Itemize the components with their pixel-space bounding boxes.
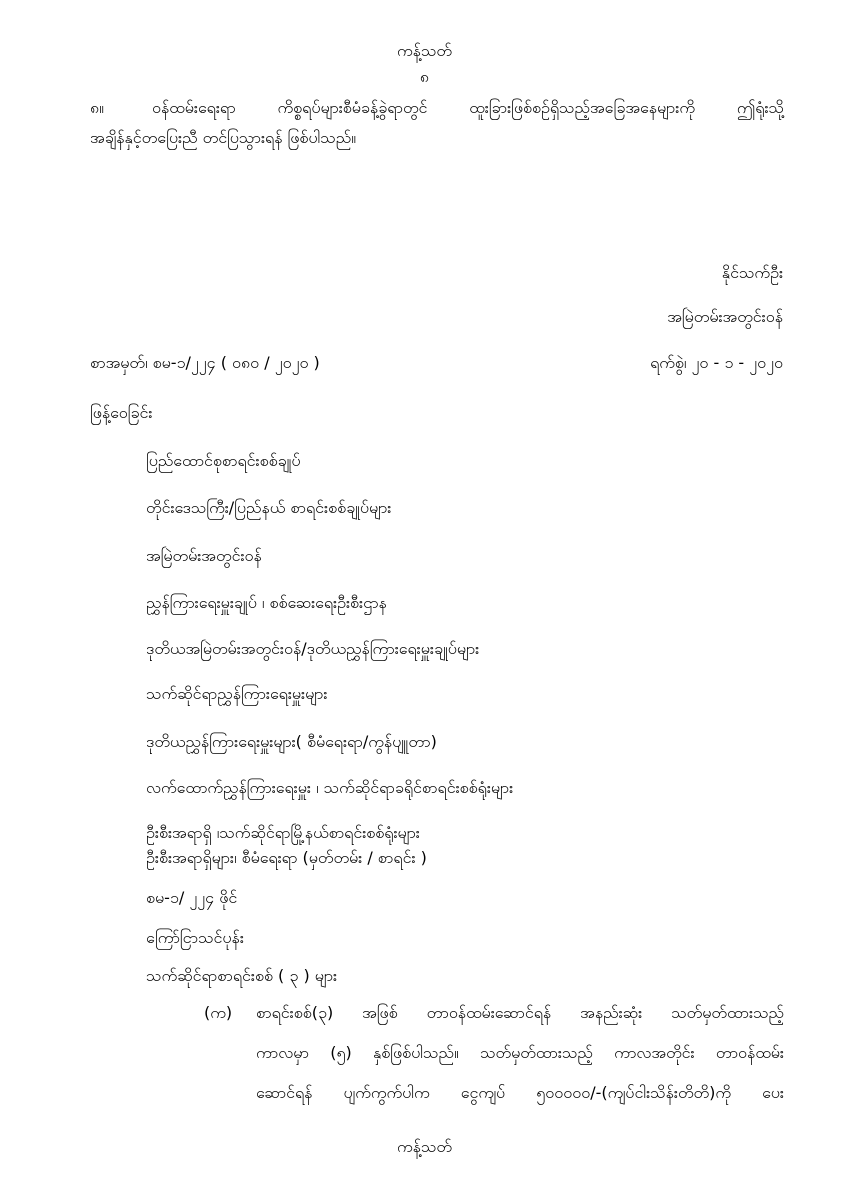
file-reference: စမ-၁/ ၂၂၄ ဖိုင် — [146, 888, 238, 907]
notice-board: ကြော်ငြာသင်ပုန်း — [146, 928, 244, 947]
distribution-item: ဒုတိယညွှန်ကြားရေးမှူးများ( စီမံရေးရာ/ကွန်ပျူတာ) — [146, 732, 437, 751]
page-number: ၈ — [419, 67, 430, 86]
distribution-item: ဒုတိယအမြဲတမ်းအတွင်းဝန်/ဒုတိယညွှန်ကြားရေးမှူးချုပ်များ — [146, 639, 480, 658]
signatory-name: နိုင်သက်ဦး — [721, 263, 783, 282]
distribution-item: ဦးစီးအရာရှိ ၊သက်ဆိုင်ရာမြို့နယ်စာရင်းစစ်ရုံးများ — [146, 823, 420, 842]
paragraph-line: ဝန်ထမ်းရေးရာ ကိစ္စရပ်များစီမံခန့်ခွဲရာတွင် ထူးခြားဖြစ်စဉ်ရှိသည့်အခြေအနေများကို ဤရုံးသို့ — [152, 98, 784, 117]
letter-number: စာအမှတ်၊ စမ-၁/၂၂၄ ( ၀၈၀ / ၂၀၂၀ ) — [90, 353, 320, 372]
signatory-title: အမြဲတမ်းအတွင်းဝန် — [667, 307, 783, 326]
subitem-line: စာရင်းစစ်(၃) အဖြစ် တာဝန်ထမ်းဆောင်ရန် အနည်းဆုံး သတ်မှတ်ထားသည့် — [256, 1003, 784, 1022]
distribution-heading: ဖြန့်ဝေခြင်း — [90, 403, 153, 422]
distribution-item: တိုင်းဒေသကြီး/ပြည်နယ် စာရင်းစစ်ချုပ်များ — [146, 498, 392, 517]
distribution-item: ပြည်ထောင်စုစာရင်းစစ်ချုပ် — [146, 451, 301, 470]
distribution-item: လက်ထောက်ညွှန်ကြားရေးမှူး ၊ သက်ဆိုင်ရာခရိုင်စာရင်းစစ်ရုံးများ — [146, 778, 514, 797]
paragraph-number: ၈။ — [90, 98, 104, 117]
restricted-marker-bottom: ကန့်သတ် — [397, 1137, 452, 1156]
letter-date: ရက်စွဲ၊ ၂၀ - ၁ - ၂၀၂၀ — [650, 353, 783, 372]
distribution-item: ဦးစီးအရာရှိများ၊ စီမံရေးရာ (မှတ်တမ်း / စာရင်း ) — [146, 848, 427, 867]
subitem-line: ဆောင်ရန် ပျက်ကွက်ပါက ငွေကျပ် ၅၀၀၀၀၀/-(ကျပ်ငါးသိန်းတိတိ)ကို ပေး — [256, 1083, 784, 1102]
auditors-line: သက်ဆိုင်ရာစာရင်းစစ် ( ၃ ) များ — [146, 966, 338, 985]
subitem-line: ကာလမှာ (၅) နှစ်ဖြစ်ပါသည်။ သတ်မှတ်ထားသည့် ကာလအတိုင်း တာဝန်ထမ်း — [256, 1043, 784, 1062]
subitem-label: (က) — [204, 1003, 233, 1022]
distribution-item: သက်ဆိုင်ရာညွှန်ကြားရေးမှူးများ — [146, 684, 328, 703]
restricted-marker-top: ကန့်သတ် — [397, 41, 452, 60]
paragraph-line: အချိန်နှင့်တပြေးညီ တင်ပြသွားရန် ဖြစ်ပါသည်။ — [90, 128, 357, 147]
distribution-item: အမြဲတမ်းအတွင်းဝန် — [146, 546, 262, 565]
distribution-item: ညွှန်ကြားရေးမှူးချုပ် ၊ စစ်ဆေးရေးဦးစီးဌာန — [146, 593, 387, 612]
